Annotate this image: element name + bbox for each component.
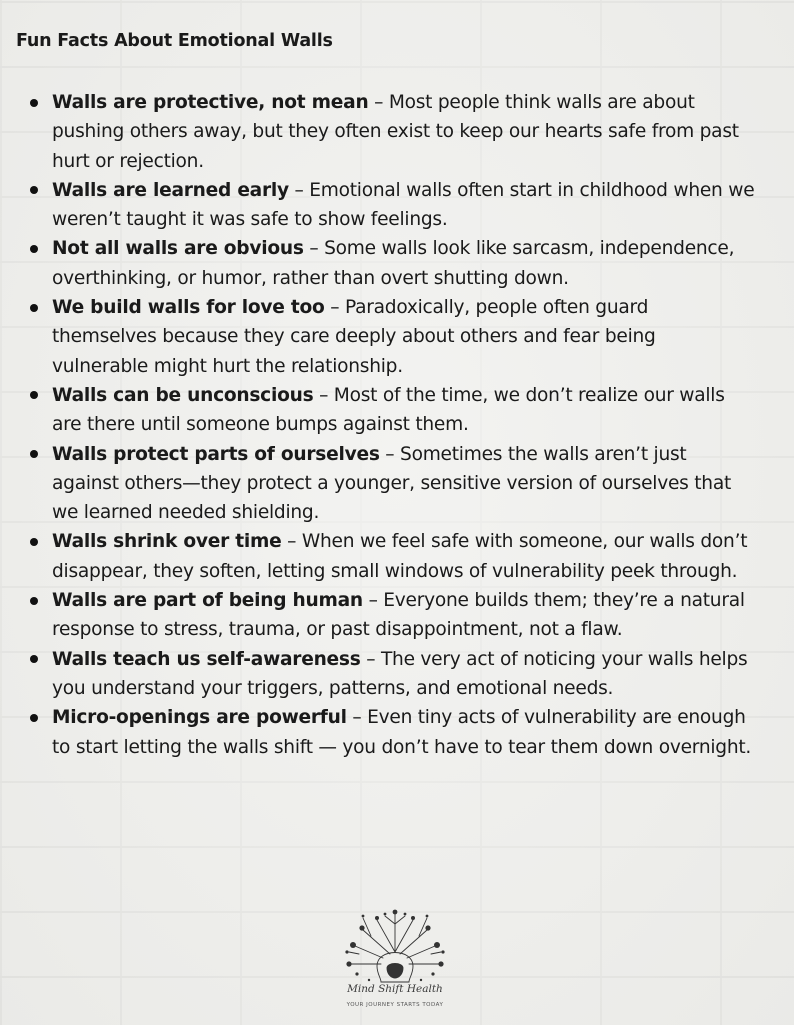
fact-heading: Walls are learned early [52,179,289,201]
list-item [52,586,757,645]
fact-text: Everyone builds them; they’re a natural response to stress, trauma, or past disappointment, not a flaw. [52,590,745,641]
fact-text: Most of the time, we don’t realize our walls are there until someone bumps against them. [52,384,725,436]
list-item [52,703,757,762]
list-item [52,527,757,586]
fact-separator: – [362,590,384,612]
fact-separator: – [324,297,345,319]
facts-list [52,88,757,762]
list-item [52,88,757,176]
fact-text: Emotional walls often start in childhood when we weren’t taught it was safe to show feelings. [52,179,755,231]
brand-tagline: YOUR JOURNEY STARTS TODAY [346,1002,444,1008]
fact-text: Some walls look like sarcasm, independence, overthinking, or humor, rather than overt shutting down. [52,238,735,289]
fact-separator: – [368,92,389,113]
fact-heading: Walls can be unconscious [52,384,314,406]
fact-text: Paradoxically, people often guard themselves because they care deeply about others and fear being vulnerable might hurt the relationship. [52,297,656,377]
fact-heading: Walls shrink over time [52,531,282,553]
list-item [52,440,757,528]
fact-heading: Micro-openings are powerful [52,707,347,729]
page-title: Fun Facts About Emotional Walls [16,31,333,51]
fact-heading: Walls protect parts of ourselves [52,443,380,465]
fact-separator: – [360,648,381,670]
fact-separator: – [303,238,325,260]
list-item [52,293,757,381]
fact-heading: Not all walls are obvious [52,238,304,260]
fact-separator: – [379,443,401,465]
fact-text: The very act of noticing your walls helps you understand your triggers, patterns, and emotional needs. [52,648,748,699]
list-item [52,381,757,440]
fact-text: When we feel safe with someone, our walls don’t disappear, they soften, letting small windows of vulnerability peek through. [52,531,748,582]
fact-separator: – [281,531,302,553]
brand-name: Mind Shift Health [347,983,443,995]
fact-heading: Walls teach us self-awareness [52,648,361,670]
fact-separator: – [313,384,334,406]
fact-heading: Walls are part of being human [52,590,363,612]
list-item [52,645,757,704]
fact-text: Sometimes the walls aren’t just against others—they protect a younger, sensitive version of ourselves that we learned needed shielding. [52,443,732,524]
list-item [52,234,757,293]
fact-heading: Walls are protective, not mean [52,92,369,113]
fact-separator: – [346,707,368,729]
fact-text: Most people think walls are about pushing others away, but they often exist to keep our hearts safe from past hurt or rejection. [52,92,739,172]
logo [335,896,455,1022]
fact-heading: We build walls for love too [52,297,325,319]
fact-separator: – [288,179,310,201]
fact-text: Even tiny acts of vulnerability are enough to start letting the walls shift — you don’t have to tear them down overnight. [52,707,752,758]
list-item [52,176,757,235]
